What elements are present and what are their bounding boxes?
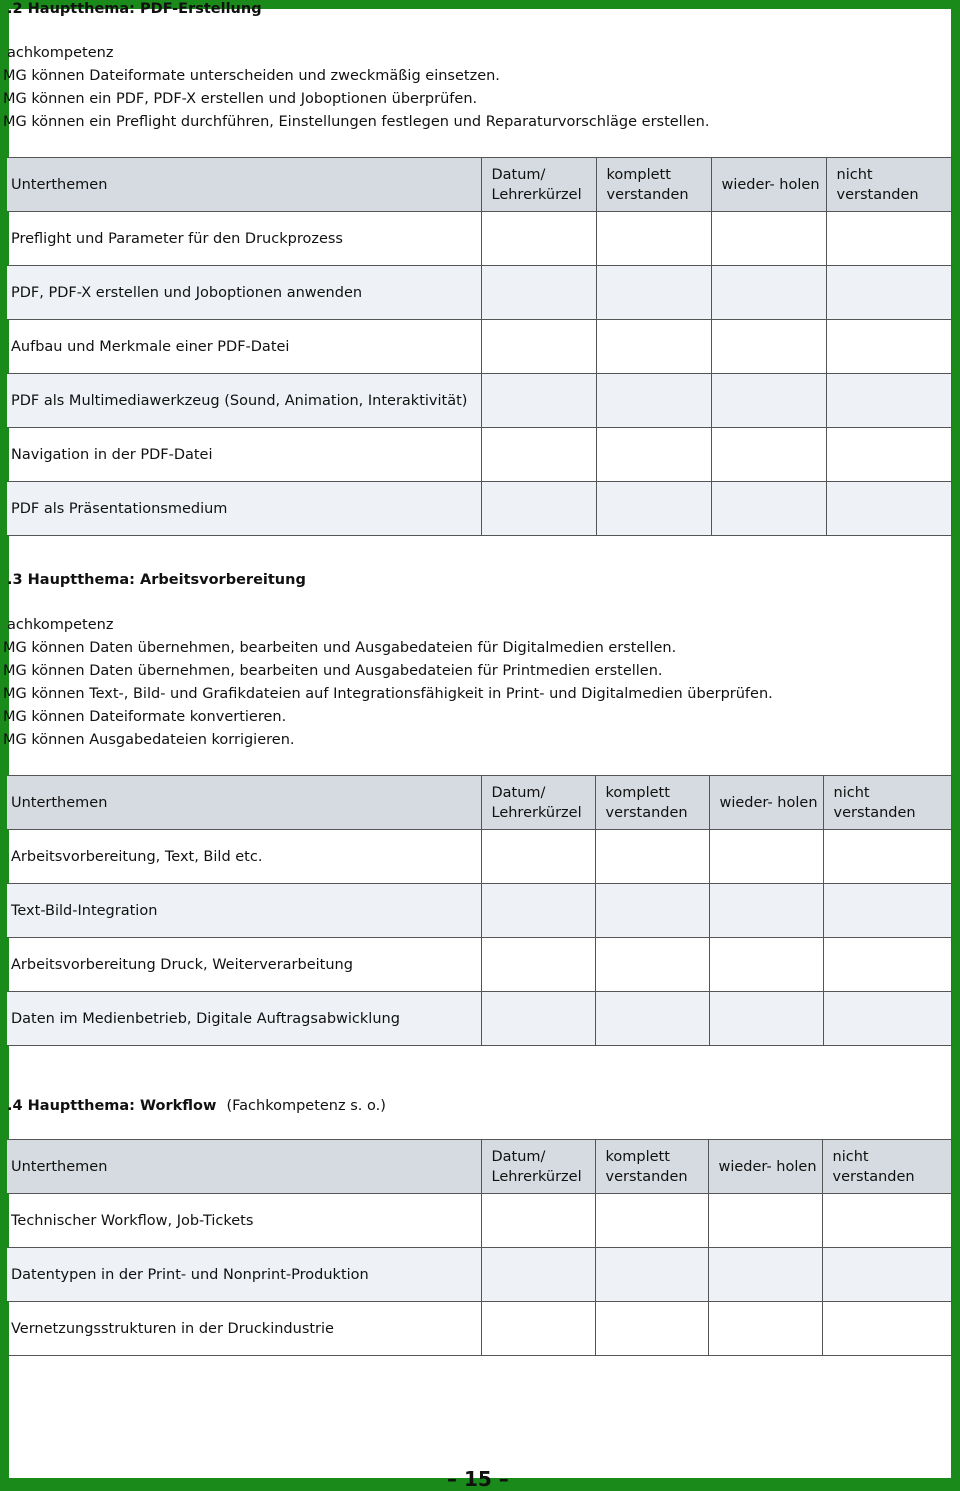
not-understood-cell[interactable] <box>822 1248 951 1302</box>
subtopic-cell: Daten im Medienbetrieb, Digitale Auftragsabwicklung <box>7 992 481 1046</box>
header-cell: wieder- holen <box>708 1140 822 1194</box>
header-cell: Datum/ Lehrerkürzel <box>481 158 596 212</box>
date-cell[interactable] <box>481 1302 595 1356</box>
competence-item: MG können Text-, Bild- und Grafikdateien auf Integrationsfähigkeit in Print- und Digitalmedien überprüfen. <box>3 686 773 702</box>
table-row <box>7 1248 951 1302</box>
not-understood-cell[interactable] <box>826 374 951 428</box>
subtopic-cell: Arbeitsvorbereitung Druck, Weiterverarbeitung <box>7 938 481 992</box>
competence-item: MG können Daten übernehmen, bearbeiten und Ausgabedateien für Digitalmedien erstellen. <box>3 640 677 656</box>
table-row <box>7 212 951 266</box>
subtopic-cell: Navigation in der PDF-Datei <box>7 428 481 482</box>
page-number: – 15 – <box>447 1467 509 1491</box>
understood-cell[interactable] <box>595 830 709 884</box>
understood-cell[interactable] <box>595 1194 708 1248</box>
competence-item: MG können ein PDF, PDF-X erstellen und Joboptionen überprüfen. <box>3 91 478 107</box>
not-understood-cell[interactable] <box>826 428 951 482</box>
date-cell[interactable] <box>481 1248 595 1302</box>
understood-cell[interactable] <box>595 1248 708 1302</box>
not-understood-cell[interactable] <box>826 482 951 536</box>
not-understood-cell[interactable] <box>823 830 951 884</box>
repeat-cell[interactable] <box>711 320 826 374</box>
table-row <box>7 374 951 428</box>
header-cell: nicht verstanden <box>822 1140 951 1194</box>
repeat-cell[interactable] <box>711 374 826 428</box>
understood-cell[interactable] <box>596 374 711 428</box>
header-cell: Unterthemen <box>7 1140 481 1194</box>
section-heading-note: (Fachkompetenz s. o.) <box>226 1098 386 1114</box>
header-cell: wieder- holen <box>711 158 826 212</box>
competence-label: achkompetenz <box>7 617 114 633</box>
understood-cell[interactable] <box>596 266 711 320</box>
not-understood-cell[interactable] <box>826 320 951 374</box>
date-cell[interactable] <box>481 212 596 266</box>
competence-item: MG können Ausgabedateien korrigieren. <box>3 732 295 748</box>
date-cell[interactable] <box>481 428 596 482</box>
understood-cell[interactable] <box>596 428 711 482</box>
header-cell: komplett verstanden <box>595 1140 708 1194</box>
section-heading: .2 Hauptthema: PDF-Erstellung <box>7 1 262 17</box>
understood-cell[interactable] <box>595 1302 708 1356</box>
subtopic-cell: Datentypen in der Print- und Nonprint-Produktion <box>7 1248 481 1302</box>
table-row <box>7 830 951 884</box>
date-cell[interactable] <box>481 884 595 938</box>
table-row <box>7 482 951 536</box>
table-header-row <box>7 158 951 212</box>
competence-label: achkompetenz <box>7 45 114 61</box>
not-understood-cell[interactable] <box>822 1194 951 1248</box>
understood-cell[interactable] <box>596 320 711 374</box>
repeat-cell[interactable] <box>709 830 823 884</box>
understood-cell[interactable] <box>596 212 711 266</box>
repeat-cell[interactable] <box>711 428 826 482</box>
date-cell[interactable] <box>481 992 595 1046</box>
repeat-cell[interactable] <box>708 1302 822 1356</box>
not-understood-cell[interactable] <box>823 938 951 992</box>
table-row <box>7 884 951 938</box>
subtopic-cell: Text-Bild-Integration <box>7 884 481 938</box>
header-cell: Unterthemen <box>7 776 481 830</box>
repeat-cell[interactable] <box>709 884 823 938</box>
repeat-cell[interactable] <box>708 1194 822 1248</box>
understood-cell[interactable] <box>596 482 711 536</box>
table-row <box>7 938 951 992</box>
competence-item: MG können Dateiformate konvertieren. <box>3 709 287 725</box>
competence-item: MG können Dateiformate unterscheiden und zweckmäßig einsetzen. <box>3 68 500 84</box>
repeat-cell[interactable] <box>709 938 823 992</box>
table-row <box>7 266 951 320</box>
header-cell: Datum/ Lehrerkürzel <box>481 776 595 830</box>
not-understood-cell[interactable] <box>823 992 951 1046</box>
repeat-cell[interactable] <box>711 482 826 536</box>
table-header-row <box>7 1140 951 1194</box>
header-cell: komplett verstanden <box>595 776 709 830</box>
not-understood-cell[interactable] <box>822 1302 951 1356</box>
section-heading <box>7 1097 386 1115</box>
repeat-cell[interactable] <box>708 1248 822 1302</box>
subtopics-table <box>7 775 952 1046</box>
not-understood-cell[interactable] <box>826 212 951 266</box>
subtopic-cell: Aufbau und Merkmale einer PDF-Datei <box>7 320 481 374</box>
table-row <box>7 1194 951 1248</box>
subtopic-cell: Technischer Workflow, Job-Tickets <box>7 1194 481 1248</box>
date-cell[interactable] <box>481 266 596 320</box>
understood-cell[interactable] <box>595 938 709 992</box>
subtopic-cell: PDF als Präsentationsmedium <box>7 482 481 536</box>
date-cell[interactable] <box>481 482 596 536</box>
table-header-row <box>7 776 951 830</box>
subtopic-cell: Preflight und Parameter für den Druckprozess <box>7 212 481 266</box>
date-cell[interactable] <box>481 938 595 992</box>
table-row <box>7 992 951 1046</box>
header-cell: Unterthemen <box>7 158 481 212</box>
subtopic-cell: Arbeitsvorbereitung, Text, Bild etc. <box>7 830 481 884</box>
header-cell: nicht verstanden <box>826 158 951 212</box>
document-page <box>3 1 951 1491</box>
table-row <box>7 320 951 374</box>
section-heading: .3 Hauptthema: Arbeitsvorbereitung <box>7 572 306 588</box>
date-cell[interactable] <box>481 320 596 374</box>
header-cell: komplett verstanden <box>596 158 711 212</box>
understood-cell[interactable] <box>595 992 709 1046</box>
not-understood-cell[interactable] <box>826 266 951 320</box>
understood-cell[interactable] <box>595 884 709 938</box>
subtopic-cell: PDF als Multimediawerkzeug (Sound, Animation, Interaktivität) <box>7 374 481 428</box>
repeat-cell[interactable] <box>711 212 826 266</box>
subtopic-cell: PDF, PDF-X erstellen und Joboptionen anwenden <box>7 266 481 320</box>
date-cell[interactable] <box>481 1194 595 1248</box>
table-row <box>7 428 951 482</box>
section-heading-title: .4 Hauptthema: Workflow <box>7 1098 217 1114</box>
table-row <box>7 1302 951 1356</box>
subtopics-table <box>7 1139 952 1356</box>
competence-item: MG können Daten übernehmen, bearbeiten und Ausgabedateien für Printmedien erstellen. <box>3 663 663 679</box>
date-cell[interactable] <box>481 830 595 884</box>
competence-item: MG können ein Preflight durchführen, Einstellungen festlegen und Reparaturvorschläge erstellen. <box>3 114 710 130</box>
repeat-cell[interactable] <box>709 992 823 1046</box>
not-understood-cell[interactable] <box>823 884 951 938</box>
header-cell: Datum/ Lehrerkürzel <box>481 1140 595 1194</box>
date-cell[interactable] <box>481 374 596 428</box>
subtopics-table <box>7 157 952 536</box>
header-cell: wieder- holen <box>709 776 823 830</box>
header-cell: nicht verstanden <box>823 776 951 830</box>
subtopic-cell: Vernetzungsstrukturen in der Druckindustrie <box>7 1302 481 1356</box>
repeat-cell[interactable] <box>711 266 826 320</box>
